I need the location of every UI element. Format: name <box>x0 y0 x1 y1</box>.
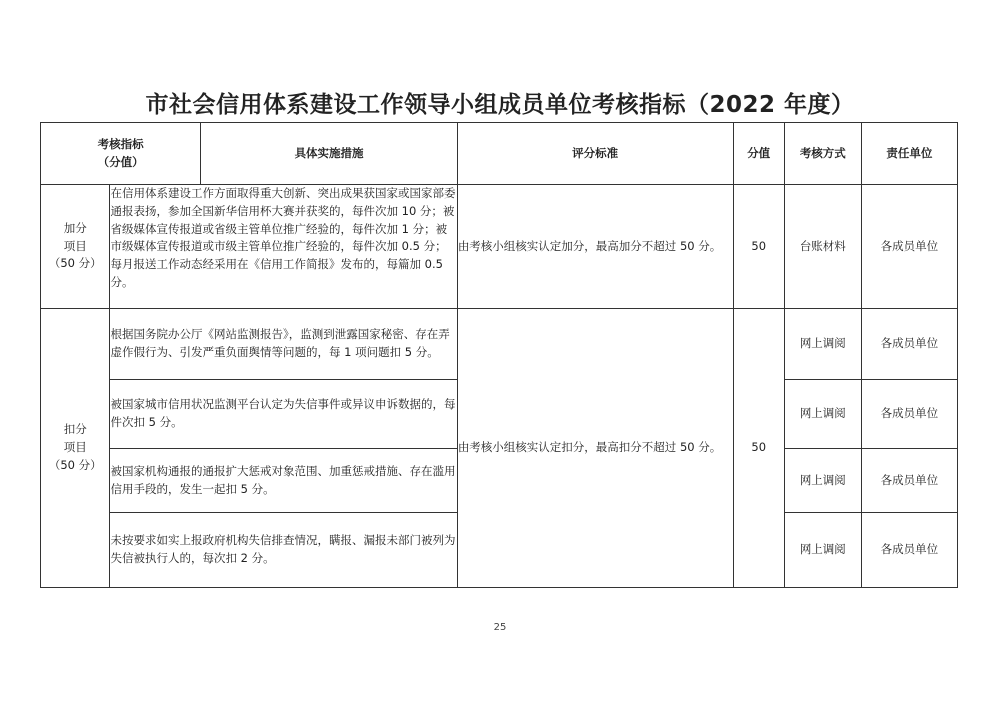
page-title: 市社会信用体系建设工作领导小组成员单位考核指标（2022 年度） <box>145 92 855 118</box>
bonus-category-line3: （50 分） <box>48 256 102 271</box>
page-number: 25 <box>493 622 507 633</box>
header-indicator-label: 考核指标 <box>97 136 144 151</box>
deduction-category-line1: 扣分 <box>63 422 87 437</box>
header-measures: 具体实施措施 <box>201 123 458 185</box>
header-criteria: 评分标准 <box>457 123 733 185</box>
deduction-method: 网上调阅 <box>784 309 861 380</box>
bonus-score: 50 <box>733 185 784 309</box>
deduction-method: 网上调阅 <box>784 513 861 588</box>
bonus-criteria: 由考核小组核实认定加分，最高加分不超过 50 分。 <box>457 185 733 309</box>
bonus-method: 台账材料 <box>784 185 861 309</box>
assessment-table <box>40 122 958 588</box>
header-method: 考核方式 <box>784 123 861 185</box>
deduction-category-line2: 项目 <box>63 440 87 455</box>
deduction-unit: 各成员单位 <box>861 449 957 513</box>
bonus-category-line1: 加分 <box>63 220 87 235</box>
header-unit: 责任单位 <box>861 123 957 185</box>
deduction-measures: 被国家城市信用状况监测平台认定为失信事件或异议申诉数据的，每件次扣 5 分。 <box>110 380 457 449</box>
deduction-measures: 未按要求如实上报政府机构失信排查情况，瞒报、漏报未部门被列为失信被执行人的，每次扣 2 分。 <box>110 513 457 588</box>
header-row <box>41 123 958 185</box>
bonus-unit: 各成员单位 <box>861 185 957 309</box>
bonus-category-line2: 项目 <box>63 238 87 253</box>
bonus-row <box>41 185 958 309</box>
header-indicator <box>41 123 201 185</box>
deduction-unit: 各成员单位 <box>861 380 957 449</box>
deduction-category <box>41 309 110 588</box>
deduction-unit: 各成员单位 <box>861 309 957 380</box>
deduction-measures: 被国家机构通报的通报扩大惩戒对象范围、加重惩戒措施、存在滥用信用手段的，发生一起扣 5 分。 <box>110 449 457 513</box>
deduction-category-line3: （50 分） <box>48 457 102 472</box>
deduction-criteria: 由考核小组核实认定扣分，最高扣分不超过 50 分。 <box>457 309 733 588</box>
deduction-method: 网上调阅 <box>784 449 861 513</box>
bonus-category <box>41 185 110 309</box>
deduction-unit: 各成员单位 <box>861 513 957 588</box>
bonus-measures: 在信用体系建设工作方面取得重大创新、突出成果获国家或国家部委通报表扬，参加全国新华信用杯大赛并获奖的，每件次加 10 分；被省级媒体宣传报道或省级主管单位推广经验的，每件次加 1 分；被市级媒体宣传报道或市级主管单位推广经验的，每件次加 0.5 分；每月报送工作动态经采用在《信用工作简报》发布的，每篇加 0.5 分。 <box>110 185 457 309</box>
deduction-measures: 根据国务院办公厅《网站监测报告》，监测到泄露国家秘密、存在弄虚作假行为、引发严重负面舆情等问题的，每 1 项问题扣 5 分。 <box>110 309 457 380</box>
deduction-score: 50 <box>733 309 784 588</box>
deduction-method: 网上调阅 <box>784 380 861 449</box>
deduction-row <box>41 309 958 380</box>
header-score: 分值 <box>733 123 784 185</box>
header-indicator-score: （分值） <box>97 154 144 169</box>
